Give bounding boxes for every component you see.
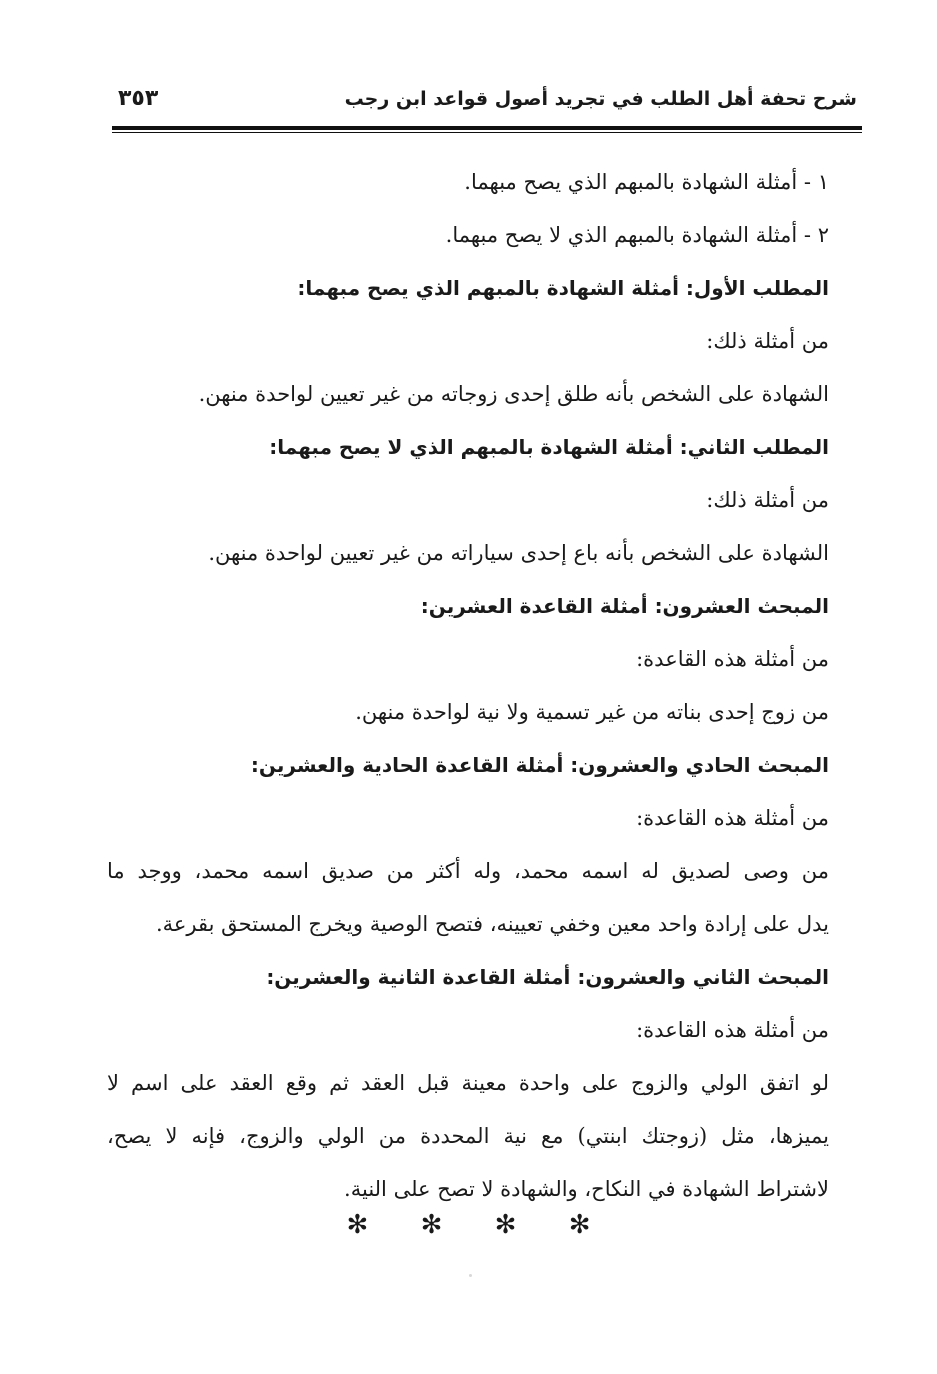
asterisk-icon: ✻ <box>420 1210 443 1240</box>
section-separator <box>0 1210 937 1240</box>
paragraph-line: لو اتفق الولي والزوج على واحدة معينة قبل العقد ثم وقع العقد على اسم لا <box>107 1071 829 1095</box>
paragraph-line: من وصى لصديق له اسمه محمد، وله أكثر من صديق اسمه محمد، ووجد ما <box>107 859 829 883</box>
list-item-1: ١ - أمثلة الشهادة بالمبهم الذي يصح مبهما. <box>464 170 829 194</box>
section-heading: المطلب الأول: أمثلة الشهادة بالمبهم الذي يصح مبهما: <box>297 276 829 300</box>
section-heading: المبحث العشرون: أمثلة القاعدة العشرين: <box>420 594 829 618</box>
paragraph-line: يميزها، مثل (زوجتك ابنتي) مع نية المحددة من الولي والزوج، فإنه لا يصح، <box>107 1124 829 1148</box>
paragraph: الشهادة على الشخص بأنه طلق إحدى زوجاته من غير تعيين لواحدة منهن. <box>198 382 829 406</box>
paragraph: من زوج إحدى بناته من غير تسمية ولا نية لواحدة منهن. <box>355 700 829 724</box>
asterisk-icon: ✻ <box>346 1210 369 1240</box>
examples-intro: من أمثلة ذلك: <box>706 488 829 512</box>
examples-intro: من أمثلة هذه القاعدة: <box>636 647 829 671</box>
running-header-title: شرح تحفة أهل الطلب في تجريد أصول قواعد ابن رجب <box>344 88 857 110</box>
paragraph: الشهادة على الشخص بأنه باع إحدى سياراته من غير تعيين لواحدة منهن. <box>208 541 829 565</box>
body-text <box>107 156 829 1216</box>
paragraph-line: لاشتراط الشهادة في النكاح، والشهادة لا تصح على النية. <box>344 1177 829 1201</box>
section-heading: المطلب الثاني: أمثلة الشهادة بالمبهم الذي لا يصح مبهما: <box>269 435 829 459</box>
page-number: ٣٥٣ <box>118 86 159 111</box>
paragraph-line: يدل على إرادة واحد معين وخفي تعيينه، فتصح الوصية ويخرج المستحق بقرعة. <box>155 912 829 936</box>
section-heading: المبحث الثاني والعشرون: أمثلة القاعدة الثانية والعشرين: <box>266 965 829 989</box>
list-item-2: ٢ - أمثلة الشهادة بالمبهم الذي لا يصح مبهما. <box>445 223 829 247</box>
section-heading: المبحث الحادي والعشرون: أمثلة القاعدة الحادية والعشرين: <box>250 753 829 777</box>
scan-speck <box>469 1274 472 1277</box>
header-rule-thin <box>112 132 862 133</box>
examples-intro: من أمثلة ذلك: <box>706 329 829 353</box>
examples-intro: من أمثلة هذه القاعدة: <box>636 1018 829 1042</box>
header-rule-thick <box>112 126 862 130</box>
asterisk-icon: ✻ <box>494 1210 517 1240</box>
asterisk-icon: ✻ <box>568 1210 591 1240</box>
examples-intro: من أمثلة هذه القاعدة: <box>636 806 829 830</box>
